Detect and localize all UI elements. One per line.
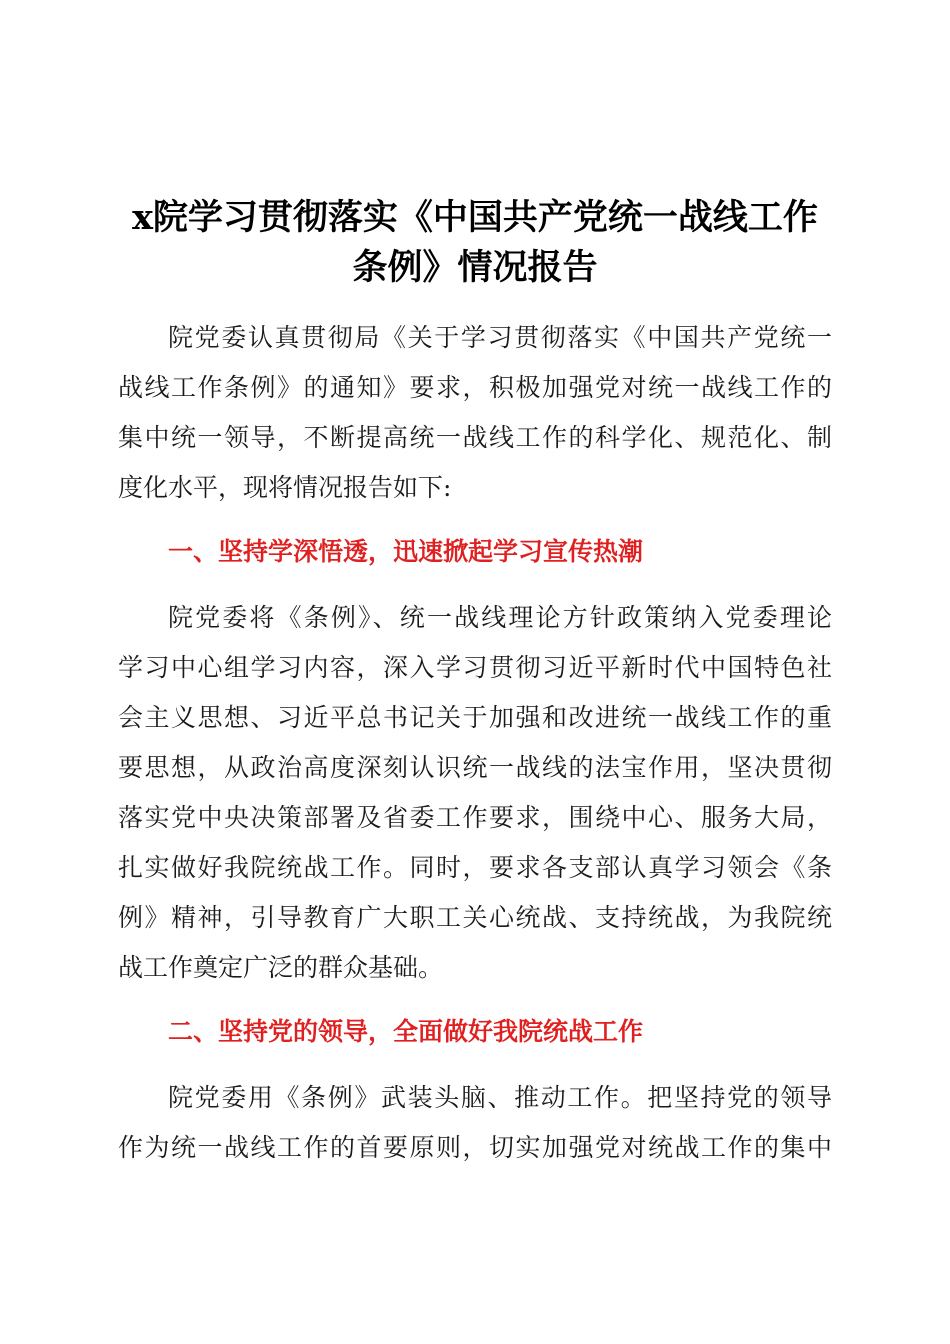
section-1-line: 会主义思想、习近平总书记关于加强和改进统一战线工作的重 [118, 703, 832, 732]
section-1-line: 例》精神，引导教育广大职工关心统战、支持统战，为我院统 [118, 903, 832, 932]
intro-line: 战线工作条例》的通知》要求，积极加强党对统一战线工作的 [118, 373, 832, 402]
section-1-heading: 一、坚持学深悟透，迅速掀起学习宣传热潮 [168, 537, 644, 566]
section-2-heading: 二、坚持党的领导，全面做好我院统战工作 [168, 1017, 644, 1046]
intro-line: 集中统一领导，不断提高统一战线工作的科学化、规范化、制 [118, 423, 832, 452]
section-1-line: 院党委将《条例》、统一战线理论方针政策纳入党委理论 [168, 603, 832, 632]
section-1-line: 落实党中央决策部署及省委工作要求，围绕中心、服务大局， [118, 803, 832, 832]
section-1-line: 要思想，从政治高度深刻认识统一战线的法宝作用，坚决贯彻 [118, 753, 832, 782]
intro-line: 度化水平，现将情况报告如下: [118, 473, 452, 502]
document-title-line-2: 条例》情况报告 [352, 247, 598, 288]
section-2-line: 作为统一战线工作的首要原则，切实加强党对统战工作的集中 [118, 1133, 832, 1162]
section-1-line: 战工作奠定广泛的群众基础。 [118, 953, 444, 982]
section-2-line: 院党委用《条例》武装头脑、推动工作。把坚持党的领导 [168, 1083, 832, 1112]
intro-line: 院党委认真贯彻局《关于学习贯彻落实《中国共产党统一 [168, 323, 832, 352]
document-title-line-1: x院学习贯彻落实《中国共产党统一战线工作 [132, 197, 818, 238]
section-1-line: 扎实做好我院统战工作。同时，要求各支部认真学习领会《条 [118, 853, 832, 882]
section-1-line: 学习中心组学习内容，深入学习贯彻习近平新时代中国特色社 [118, 653, 832, 682]
